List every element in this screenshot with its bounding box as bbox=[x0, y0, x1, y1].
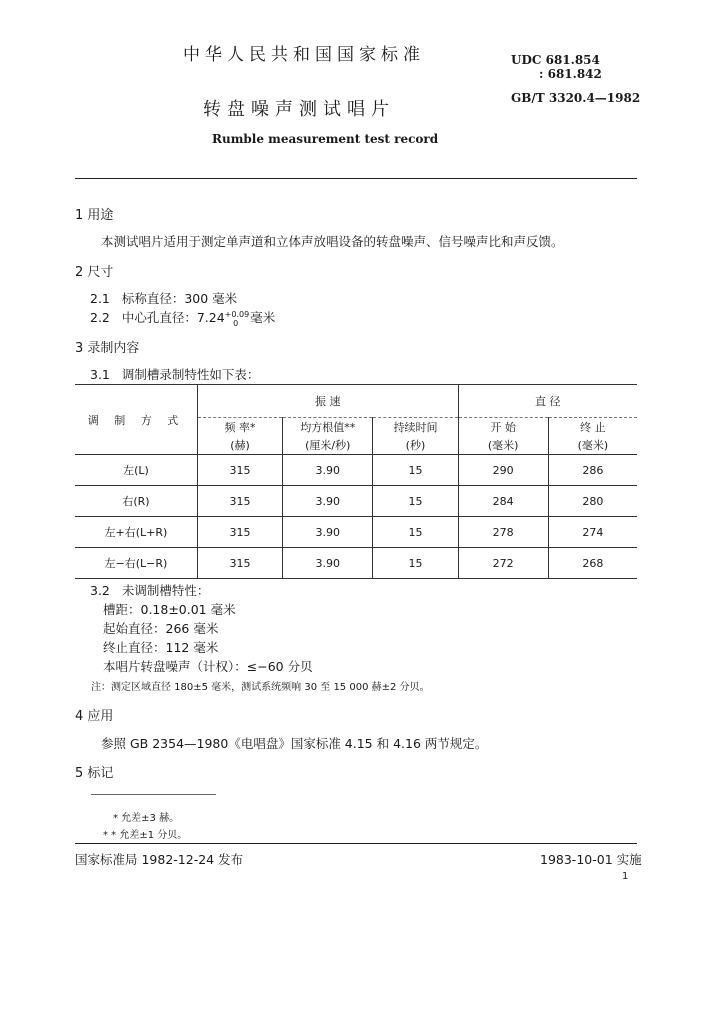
section-3-2-number: 3.2 bbox=[90, 583, 110, 598]
page-number: 1 bbox=[622, 871, 629, 882]
section-2-2 bbox=[90, 308, 275, 328]
group-amplitude-header: 振 速 bbox=[197, 385, 458, 418]
rumble-level-line: 本唱片转盘噪声（计权）：≤−60 分贝 bbox=[103, 659, 313, 674]
issued-date: 国家标准局 1982-12-24 发布 bbox=[75, 852, 244, 867]
cell-freq: 315 bbox=[197, 548, 282, 579]
table-row bbox=[75, 486, 637, 517]
cell-end: 280 bbox=[548, 486, 637, 517]
sub-header-freq: 频 率* bbox=[197, 418, 282, 437]
cell-freq: 315 bbox=[197, 486, 282, 517]
section-4-text: 参照 GB 2354—1980《电唱盘》国家标准 4.15 和 4.16 两节规定。 bbox=[101, 736, 488, 751]
cell-duration: 15 bbox=[373, 517, 458, 548]
cell-start: 290 bbox=[458, 455, 548, 486]
modulation-table bbox=[75, 384, 637, 579]
sub-header-start: 开 始 bbox=[458, 418, 548, 437]
groove-pitch-line: 槽距：0.18±0.01 毫米 bbox=[103, 602, 236, 617]
col-method-header: 调 制 方 式 bbox=[75, 385, 197, 455]
cell-start: 278 bbox=[458, 517, 548, 548]
udc-code-2: : 681.842 bbox=[539, 67, 602, 81]
cell-mode: 右(R) bbox=[75, 486, 197, 517]
cell-duration: 15 bbox=[373, 548, 458, 579]
unit-freq: (赫) bbox=[197, 436, 282, 455]
document-title: 转盘噪声测试唱片 bbox=[203, 99, 395, 120]
header-divider bbox=[75, 178, 637, 179]
cell-end: 274 bbox=[548, 517, 637, 548]
cell-freq: 315 bbox=[197, 455, 282, 486]
cell-freq: 315 bbox=[197, 517, 282, 548]
section-3-1-text: 调制槽录制特性如下表： bbox=[121, 367, 260, 382]
footnote-2: * * 允差±1 分贝。 bbox=[103, 830, 188, 841]
unit-end: (毫米) bbox=[548, 436, 637, 455]
section-1-text: 本测试唱片适用于测定单声道和立体声放唱设备的转盘噪声、信号噪声比和声反馈。 bbox=[101, 234, 564, 249]
footer-divider bbox=[75, 843, 637, 844]
cell-start: 284 bbox=[458, 486, 548, 517]
tolerance-lower: 0 bbox=[233, 318, 239, 328]
cell-mode: 左(L) bbox=[75, 455, 197, 486]
standard-title: 中华人民共和国国家标准 bbox=[183, 45, 425, 65]
cell-duration: 15 bbox=[373, 486, 458, 517]
measurement-note: 注：测定区域直径 180±5 毫米，测试系统频响 30 至 15 000 赫±2 分贝。 bbox=[91, 682, 430, 693]
section-2-1-text: 标称直径：300 毫米 bbox=[121, 291, 238, 306]
section-3-1 bbox=[90, 365, 259, 383]
table-row bbox=[75, 517, 637, 548]
section-3-2 bbox=[90, 581, 209, 599]
end-diameter-line: 终止直径：112 毫米 bbox=[103, 640, 219, 655]
group-diameter-header: 直 径 bbox=[458, 385, 637, 418]
section-2-heading: 2 尺寸 bbox=[75, 265, 114, 280]
section-2-2-unit: 毫米 bbox=[250, 310, 276, 325]
unit-start: (毫米) bbox=[458, 436, 548, 455]
cell-mode: 左−右(L−R) bbox=[75, 548, 197, 579]
cell-start: 272 bbox=[458, 548, 548, 579]
udc-code-1: UDC 681.854 bbox=[511, 53, 600, 67]
footnote-1: * 允差±3 赫。 bbox=[113, 813, 180, 824]
section-3-1-number: 3.1 bbox=[90, 367, 110, 382]
cell-rms: 3.90 bbox=[283, 455, 373, 486]
start-diameter-line: 起始直径：266 毫米 bbox=[103, 621, 219, 636]
unit-rms: (厘米/秒) bbox=[283, 436, 373, 455]
english-title: Rumble measurement test record bbox=[212, 132, 439, 146]
tolerance-upper: +0.09 bbox=[224, 310, 250, 319]
cell-duration: 15 bbox=[373, 455, 458, 486]
section-4-heading: 4 应用 bbox=[75, 709, 114, 724]
gbt-code: GB/T 3320.4—1982 bbox=[511, 91, 641, 105]
cell-end: 286 bbox=[548, 455, 637, 486]
section-3-2-text: 未调制槽特性： bbox=[121, 583, 210, 598]
sub-header-end: 终 止 bbox=[548, 418, 637, 437]
section-5-heading: 5 标记 bbox=[75, 766, 114, 781]
sub-header-duration: 持续时间 bbox=[373, 418, 458, 437]
cell-rms: 3.90 bbox=[283, 517, 373, 548]
sub-header-rms: 均方根值** bbox=[283, 418, 373, 437]
section-2-2-text: 中心孔直径：7.24 bbox=[121, 310, 225, 325]
footnote-divider bbox=[91, 794, 216, 795]
section-2-1-number: 2.1 bbox=[90, 291, 110, 306]
table-row bbox=[75, 455, 637, 486]
section-2-2-number: 2.2 bbox=[90, 310, 110, 325]
cell-rms: 3.90 bbox=[283, 486, 373, 517]
cell-rms: 3.90 bbox=[283, 548, 373, 579]
unit-duration: (秒) bbox=[373, 436, 458, 455]
effective-date: 1983-10-01 实施 bbox=[540, 852, 642, 867]
section-1-heading: 1 用途 bbox=[75, 208, 114, 223]
section-2-1 bbox=[90, 289, 237, 307]
cell-end: 268 bbox=[548, 548, 637, 579]
table-row bbox=[75, 548, 637, 579]
section-3-heading: 3 录制内容 bbox=[75, 341, 140, 356]
cell-mode: 左+右(L+R) bbox=[75, 517, 197, 548]
